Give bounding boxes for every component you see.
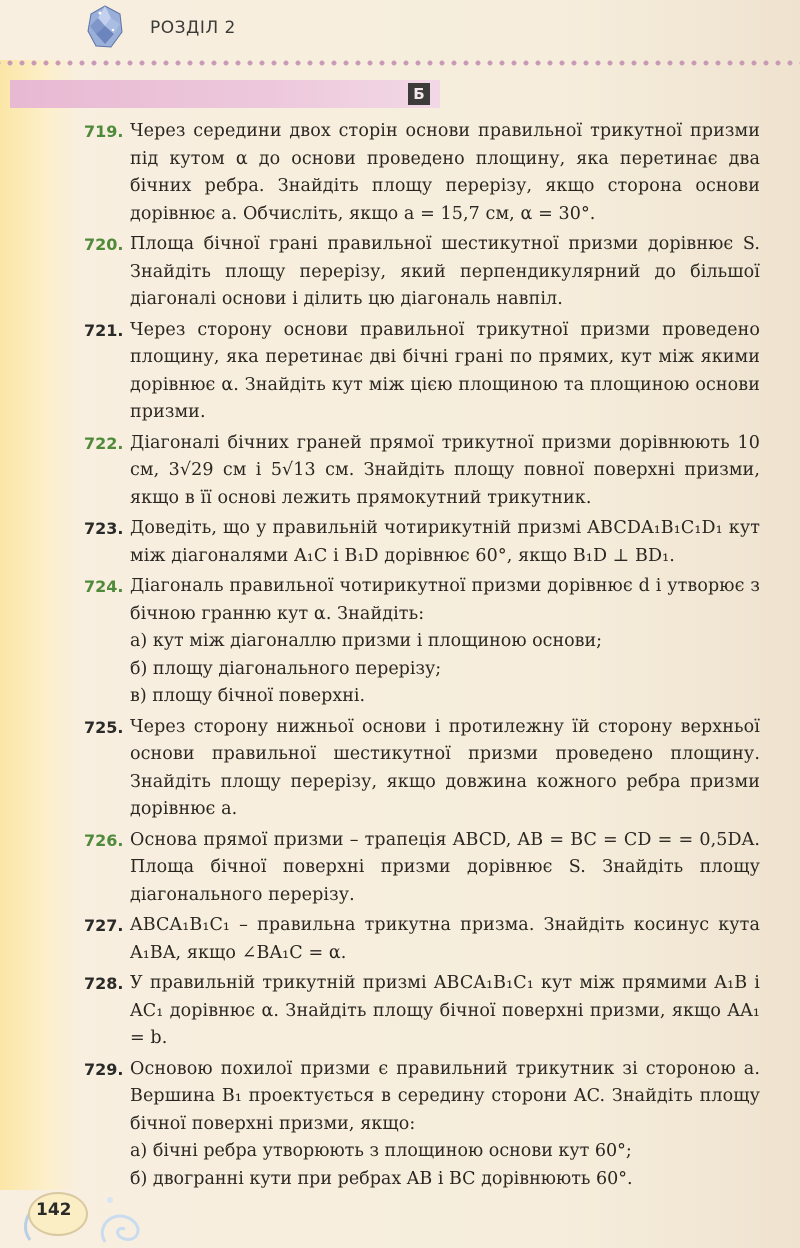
page-number: 142 [36,1200,72,1220]
problem-item [84,912,760,967]
problem-text: Основа прямої призми – трапеція ABCD, AB = BC = CD = = 0,5DA. Площа бічної поверхні призми дорівнює S. Знайдіть площу діагонального перерізу. [130,829,760,905]
problem-item [84,118,760,228]
problem-text: Діагоналі бічних граней прямої трикутної призми дорівнюють 10 см, 3√29 см і 5√13 см. Знайдіть площу повної поверхні призми, якщо в її основі лежить прямокутний трикутник. [130,432,760,508]
problem-item [84,430,760,513]
problem-subitem: а) кут між діагоналлю призми і площиною основи; [130,631,603,651]
problem-number: 728. [84,974,124,993]
problem-text: ABCA₁B₁C₁ – правильна трикутна призма. Знайдіть косинус кута A₁BA, якщо ∠BA₁C = α. [130,915,760,963]
problem-text: Площа бічної грані правильної шестикутної призми дорівнює S. Знайдіть площу перерізу, який перпендикулярний до більшої діагоналі основи і ділить цю діагональ навпіл. [130,234,760,309]
problem-number: 722. [84,433,124,453]
problem-text: У правильній трикутній призмі ABCA₁B₁C₁ кут між прямими A₁B і AC₁ дорівнює α. Знайдіть площу бічної поверхні призми, якщо AA₁ = b. [130,973,760,1048]
problem-number: 723. [84,519,124,538]
problem-item [84,231,760,314]
dotted-divider [0,58,800,68]
problem-item [84,827,760,910]
problem-number: 725. [84,717,124,737]
problem-text: Через середини двох сторін основи правильної трикутної призми під кутом α до основи проведено площину, яка перетинає два бічних ребра. Знайдіть площу перерізу, якщо сторона основи дорівнює a. Обчисліть, якщо a = 15,7 см, α = 30°. [130,121,760,224]
page-header [0,0,800,60]
problem-subitem: б) площу діагонального перерізу; [130,658,442,679]
problem-number: 719. [84,122,124,141]
problem-item [84,573,760,711]
problem-item [84,1056,760,1194]
problem-subitem: б) двогранні кути при ребрах AB і BC дорівнюють 60°. [130,1168,633,1189]
problem-text: Основою похилої призми є правильний трикутник зі стороною a. Вершина B₁ проектується в середину сторони AC. Знайдіть площу бічної поверхні призми, якщо: [130,1058,760,1134]
problem-text: Через сторону нижньої основи і протилежну їй сторону верхньої основи правильної шестикутної призми проведено площину. Знайдіть площу перерізу, якщо довжина кожного ребра призми дорівнює a. [130,716,760,819]
problem-text: Діагональ правильної чотирикутної призми дорівнює d і утворює з бічною гранню кут α. Знайдіть: [130,576,760,624]
crystal-icon [86,4,124,50]
problem-number: 721. [84,320,124,340]
problem-subitem: в) площу бічної поверхні. [130,686,366,706]
problem-number: 727. [84,916,124,935]
problem-number: 729. [84,1059,124,1079]
problem-item [84,970,760,1053]
difficulty-bar [10,80,440,108]
problem-list [84,118,760,1196]
problem-subitem: а) бічні ребра утворюють з площиною основи кут 60°; [130,1141,632,1161]
problem-item [84,515,760,570]
difficulty-level-badge: Б [408,83,430,105]
problem-number: 726. [84,830,124,850]
section-title: РОЗДІЛ 2 [150,18,236,38]
problem-text: Доведіть, що у правильній чотирикутній призмі ABCDA₁B₁C₁D₁ кут між діагоналями A₁C і B₁D дорівнює 60°, якщо B₁D ⊥ BD₁. [130,518,760,566]
problem-text: Через сторону основи правильної трикутної призми проведено площину, яка перетинає дві бічні грані по прямих, кут між якими дорівнює α. Знайдіть кут між цією площиною та площиною основи призми. [130,319,760,422]
problem-item [84,317,760,427]
problem-number: 724. [84,577,124,596]
problem-number: 720. [84,235,124,254]
problem-item [84,714,760,824]
margin-stripe [0,60,80,1190]
